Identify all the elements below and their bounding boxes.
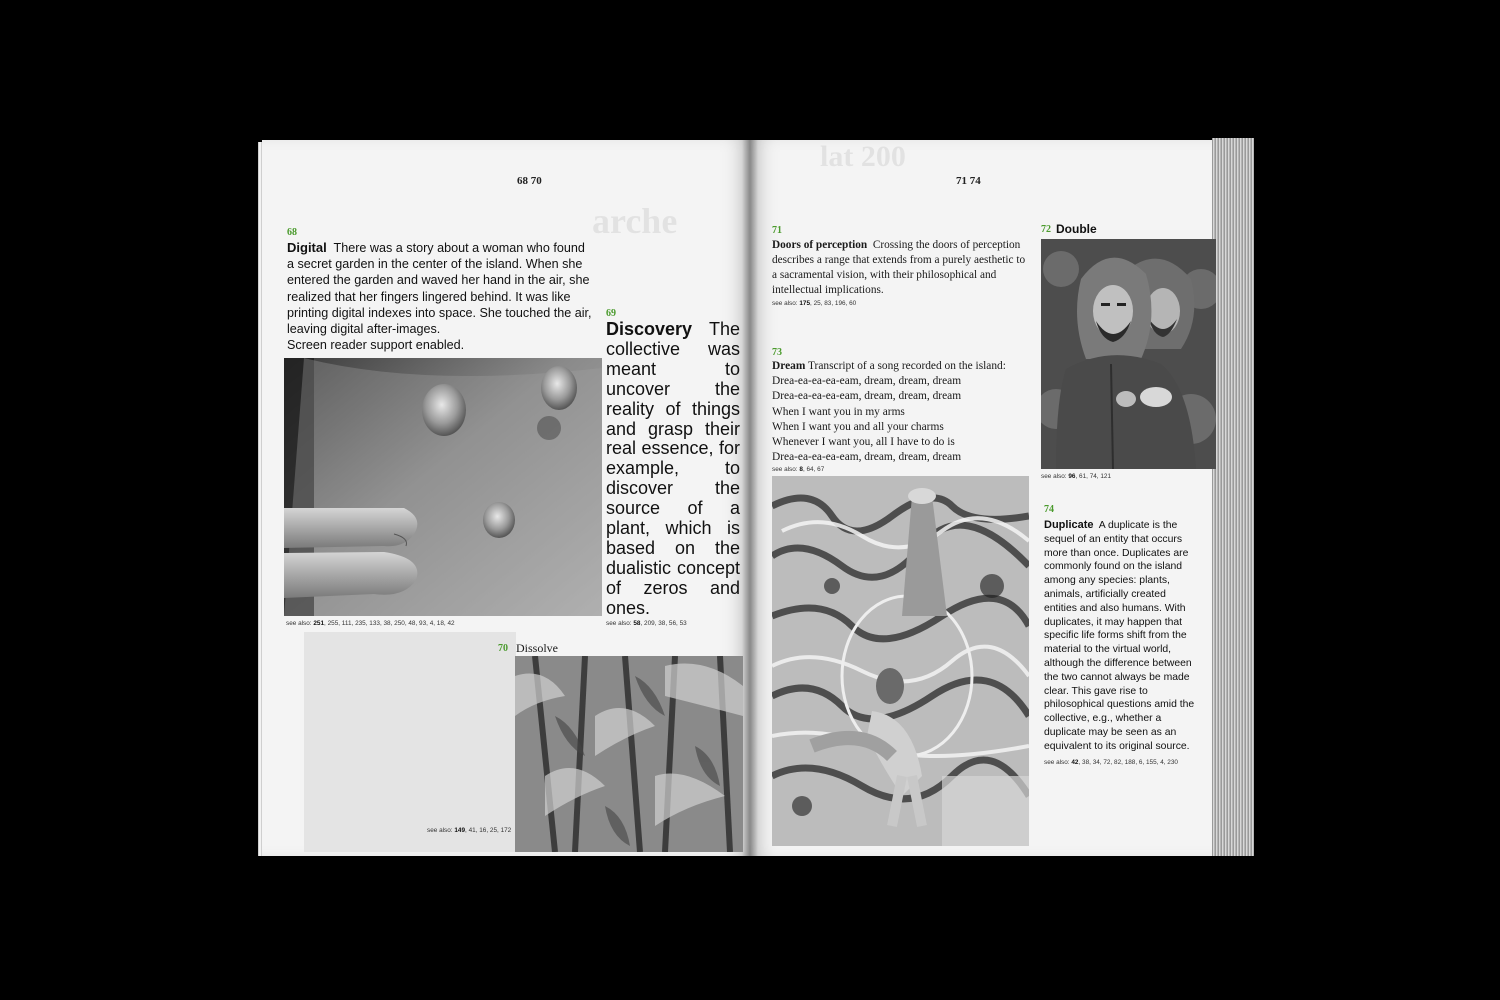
page-folio-left: 68 70 [517,175,542,187]
entry-number-72: 72 [1041,224,1051,235]
entry-term-dream: Dream [772,360,806,372]
grey-panel [304,632,516,852]
photo-double-man [1041,239,1216,469]
see-also-74: see also: 42, 38, 34, 72, 82, 188, 6, 155, 4, 230 [1044,759,1178,766]
see-also-70: see also: 149, 41, 16, 25, 172 [427,827,512,834]
entry-number-68: 68 [287,227,297,238]
song-line: Drea-ea-ea-ea-eam, dream, dream, dream [772,375,962,388]
book-gutter [742,140,758,856]
surreal-collage-image [772,476,1029,846]
entry-74-body: A duplicate is the sequel of an entity that occurs more than once. Duplicates are commonly found on the island among any species: plants, animals, artificially created entities and also humans. With duplicates, it may happen that specific life forms shift from the material to the virtual world, although the difference between the two cannot always be made clear. This gave rise to philosophical questions amid the collective, e.g., whether a duplicate may be seen as an equivalent to its original source. [1044,520,1195,752]
entry-number-70: 70 [498,643,508,654]
page-folio-right: 71 74 [956,175,981,187]
song-line: Whenever I want you, all I have to do is [772,436,955,449]
see-also-73: see also: 8, 64, 67 [772,466,825,473]
entry-73-intro: Transcript of a song recorded on the island: [807,360,1006,372]
entry-number-69: 69 [606,308,616,319]
palm-trees-image [515,656,743,852]
fingers-image [284,358,602,616]
entry-number-71: 71 [772,225,782,236]
entry-term-dissolve: Dissolve [516,641,558,655]
see-also-69: see also: 58, 209, 38, 56, 53 [606,620,687,627]
see-also-72: see also: 96, 61, 74, 121 [1041,473,1112,480]
entry-term-duplicate: Duplicate [1044,519,1094,531]
entry-term-digital: Digital [287,240,327,255]
entry-74-text [1044,519,1200,754]
photo-palm-trees [515,656,743,852]
entry-69-text [606,320,740,619]
entry-term-double: Double [1056,222,1097,236]
show-through-text: arche [592,201,678,241]
photo-fingers [284,358,602,616]
double-man-image [1041,239,1216,469]
see-also-71: see also: 175, 25, 83, 196, 60 [772,300,857,307]
entry-71-text [772,238,1028,298]
photo-surreal-collage [772,476,1029,846]
entry-69-body: The collective was meant to uncover the reality of things and grasp their real essence, for example, to discover the source of a plant, which is based on the dualistic concept of zeros and ones. [606,319,740,618]
song-line: When I want you and all your charms [772,420,944,433]
song-line: Drea-ea-ea-ea-eam, dream, dream, dream [772,390,962,403]
entry-number-74: 74 [1044,504,1054,515]
book-page-edges-right [1212,138,1254,856]
entry-number-73: 73 [772,347,782,358]
entry-68-body: There was a story about a woman who found a secret garden in the center of the island. When she entered the garden and waved her hand in the air, she realized that her fingers lingered behind. It was like printing digital indexes into space. She touched the air, leaving digital after-images. [287,241,592,337]
see-also-68: see also: 251, 255, 111, 235, 133, 38, 250, 48, 93, 4, 18, 42 [286,620,455,627]
entry-term-doors-of-perception: Doors of perception [772,239,868,251]
song-line: Drea-ea-ea-ea-eam, dream, dream, dream [772,451,962,464]
entry-71-body: Crossing the doors of perception describes a range that extends from a purely aesthetic to a sacramental vision, with their philosophical and intellectual implications. [772,239,1026,296]
entry-term-discovery: Discovery [606,319,693,339]
screen-reader-note: Screen reader support enabled. [287,338,465,353]
show-through-text: lat 200 [820,140,906,173]
entry-68-text [287,240,595,353]
entry-73-text [772,359,1034,465]
song-line: When I want you in my arms [772,405,905,418]
